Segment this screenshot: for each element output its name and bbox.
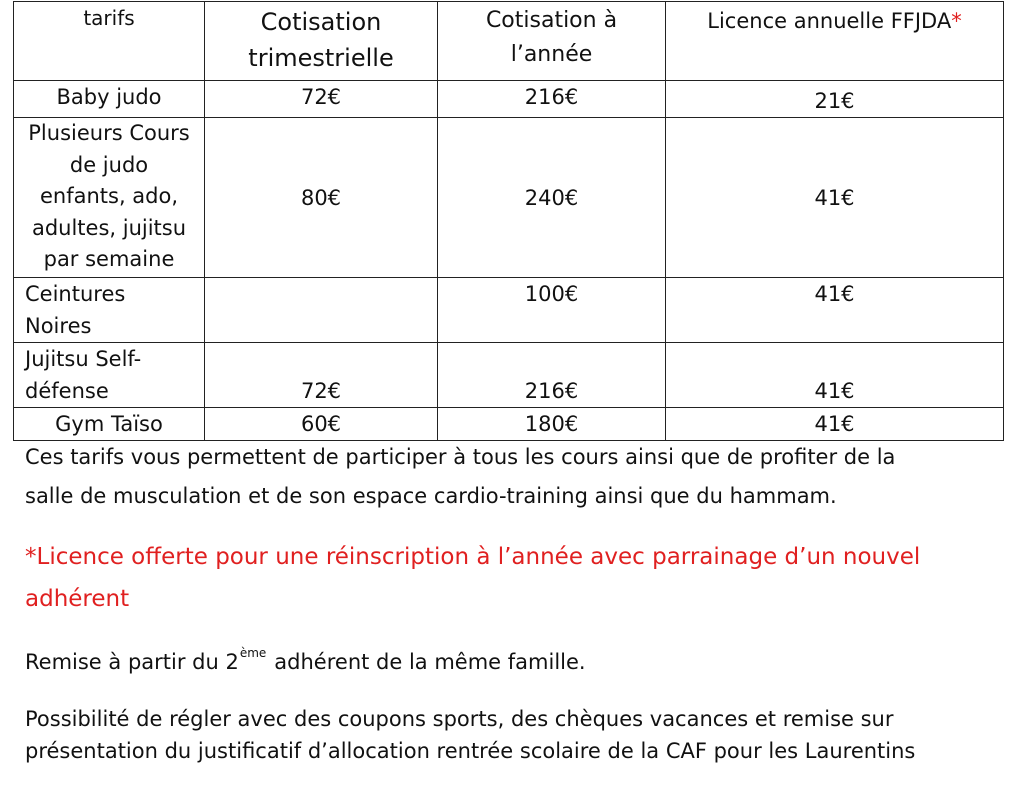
row-label-line: Ceintures <box>25 282 126 306</box>
row-label <box>14 408 205 441</box>
paragraph-line: *Licence offerte pour une réinscription à l’année avec parrainage d’un nouvel <box>25 544 921 570</box>
row-label-line: Baby judo <box>56 85 162 109</box>
paragraph-line: salle de musculation et de son espace cardio-training ainsi que du hammam. <box>25 484 837 508</box>
superscript-ordinal: ème <box>239 646 267 660</box>
paragraph-text: adhérent de la même famille. <box>274 650 586 674</box>
header-col3-line2: l’année <box>510 42 593 67</box>
header-tarifs-text: tarifs <box>83 6 135 30</box>
row-label-line: défense <box>25 379 109 403</box>
cell-trimestrielle: 60€ <box>205 408 438 441</box>
cell-licence: 41€ <box>666 118 1004 278</box>
paragraph-line: adhérent <box>25 586 130 612</box>
licence-offer-note <box>25 536 995 620</box>
table-row <box>14 343 1004 408</box>
paragraph-line: Ces tarifs vous permettent de participer à tous les cours ainsi que de profiter de la <box>25 445 896 469</box>
paragraph-line: Possibilité de régler avec des coupons sports, des chèques vacances et remise sur <box>25 707 894 731</box>
cell-annee: 216€ <box>438 343 666 408</box>
family-discount-note <box>25 644 995 683</box>
cell-annee: 216€ <box>438 81 666 118</box>
table-row <box>14 118 1004 278</box>
row-label <box>14 81 205 118</box>
tarifs-table <box>13 1 1004 441</box>
payment-options-note <box>25 703 995 767</box>
cell-trimestrielle: 80€ <box>205 118 438 278</box>
header-asterisk: * <box>951 9 962 33</box>
cell-annee: 180€ <box>438 408 666 441</box>
row-label-line: de judo <box>69 152 149 177</box>
row-label <box>14 278 205 343</box>
table-row <box>14 278 1004 343</box>
row-label-line: Gym Taïso <box>55 412 163 436</box>
table-header-row <box>14 2 1004 81</box>
header-col4-text: Licence annuelle FFJDA <box>707 9 952 33</box>
table-row <box>14 408 1004 441</box>
row-label-line: Noires <box>25 314 92 338</box>
row-label-line: Jujitsu Self- <box>25 347 142 371</box>
row-label <box>14 118 205 278</box>
header-col2-line1: Cotisation <box>260 8 382 36</box>
header-col2-line2: trimestrielle <box>248 44 394 72</box>
table-row <box>14 81 1004 118</box>
header-cotisation-trimestrielle <box>205 2 438 81</box>
header-cotisation-annee <box>438 2 666 81</box>
row-label-line: Plusieurs Cours <box>28 121 190 145</box>
cell-trimestrielle <box>205 278 438 343</box>
paragraph-text: Remise à partir du 2 <box>25 650 239 674</box>
cell-licence: 41€ <box>666 408 1004 441</box>
cell-annee: 100€ <box>438 278 666 343</box>
row-label-line: par semaine <box>43 247 175 271</box>
header-tarifs <box>14 2 205 81</box>
header-col3-line1: Cotisation à <box>485 8 618 33</box>
paragraph-line: présentation du justificatif d’allocation rentrée scolaire de la CAF pour les Laurentins <box>25 739 916 763</box>
cell-licence: 41€ <box>666 278 1004 343</box>
cell-licence: 21€ <box>666 81 1004 118</box>
cell-annee: 240€ <box>438 118 666 278</box>
row-label-line: adultes, jujitsu <box>31 215 187 240</box>
cell-licence: 41€ <box>666 343 1004 408</box>
row-label <box>14 343 205 408</box>
cell-trimestrielle: 72€ <box>205 81 438 118</box>
cell-trimestrielle: 72€ <box>205 343 438 408</box>
header-licence-annuelle <box>666 2 1004 81</box>
row-label-line: enfants, ado, <box>39 184 179 208</box>
tarifs-info-paragraph <box>25 438 995 516</box>
